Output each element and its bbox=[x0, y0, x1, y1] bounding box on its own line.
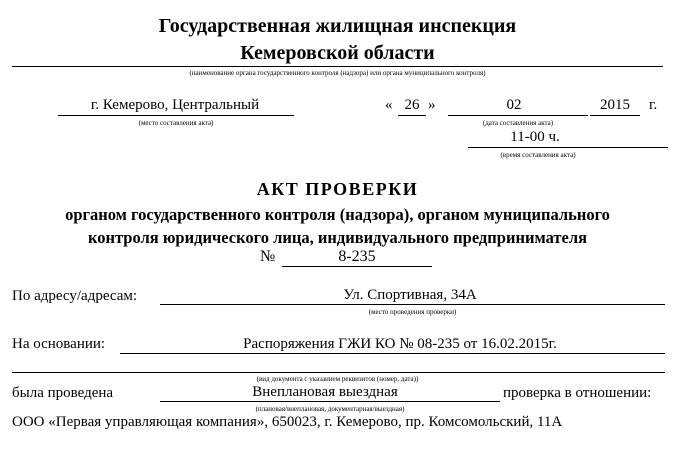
basis-underline-2 bbox=[12, 372, 665, 373]
org-name-underline bbox=[12, 66, 663, 67]
date-open-quote: « bbox=[385, 97, 393, 113]
basis-label: На основании: bbox=[12, 336, 106, 352]
inspection-value: Внеплановая выездная bbox=[252, 384, 398, 400]
date-day-underline bbox=[398, 115, 426, 116]
org-name-line2: Кемеровской области bbox=[240, 42, 435, 64]
date-month-underline bbox=[448, 115, 588, 116]
org-name-line1: Государственная жилищная инспекция bbox=[158, 15, 517, 37]
basis-underline bbox=[120, 353, 665, 354]
act-number-underline bbox=[282, 266, 432, 267]
date-close-quote: » bbox=[428, 97, 436, 113]
act-number-value: 8-235 bbox=[338, 248, 376, 265]
inspection-suffix: проверка в отношении: bbox=[503, 385, 652, 401]
inspection-label: была проведена bbox=[12, 385, 114, 401]
act-subtitle-line2: контроля юридического лица, индивидуального предпринимателя bbox=[87, 228, 588, 247]
time-caption: (время составления акта) bbox=[500, 151, 576, 159]
address-caption: (место проведения проверки) bbox=[368, 308, 457, 316]
date-caption: (дата составления акта) bbox=[482, 119, 554, 127]
address-underline bbox=[160, 304, 665, 305]
subject-value: ООО «Первая управляющая компания», 650023, г. Кемерово, пр. Комсомольский, 11А bbox=[12, 414, 563, 430]
place-value: г. Кемерово, Центральный bbox=[90, 97, 260, 113]
time-underline bbox=[468, 147, 668, 148]
place-caption: (место составления акта) bbox=[138, 119, 214, 127]
act-subtitle-line1: органом государственного контроля (надзора), органом муниципального bbox=[65, 205, 610, 224]
time-value: 11-00 ч. bbox=[510, 129, 560, 145]
date-year: 2015 bbox=[600, 97, 630, 113]
address-value: Ул. Спортивная, 34А bbox=[343, 287, 477, 303]
basis-value: Распоряжения ГЖИ КО № 08-235 от 16.02.2015г. bbox=[243, 336, 557, 352]
inspection-underline bbox=[160, 401, 500, 402]
act-number-label: № bbox=[260, 248, 276, 265]
act-title: АКТ ПРОВЕРКИ bbox=[256, 179, 419, 199]
date-year-suffix: г. bbox=[649, 97, 658, 113]
basis-caption: (вид документа с указанием реквизитов (номер, дата)) bbox=[256, 375, 419, 383]
address-label: По адресу/адресам: bbox=[12, 288, 138, 304]
place-underline bbox=[58, 115, 294, 116]
org-name-caption: (наименование органа государственного контроля (надзора) или органа муниципального контроля) bbox=[189, 69, 486, 77]
date-month: 02 bbox=[506, 97, 522, 113]
date-day: 26 bbox=[404, 97, 420, 113]
inspection-caption: (плановая/внеплановая, документарная/выездная) bbox=[255, 405, 405, 413]
date-year-underline bbox=[590, 115, 640, 116]
